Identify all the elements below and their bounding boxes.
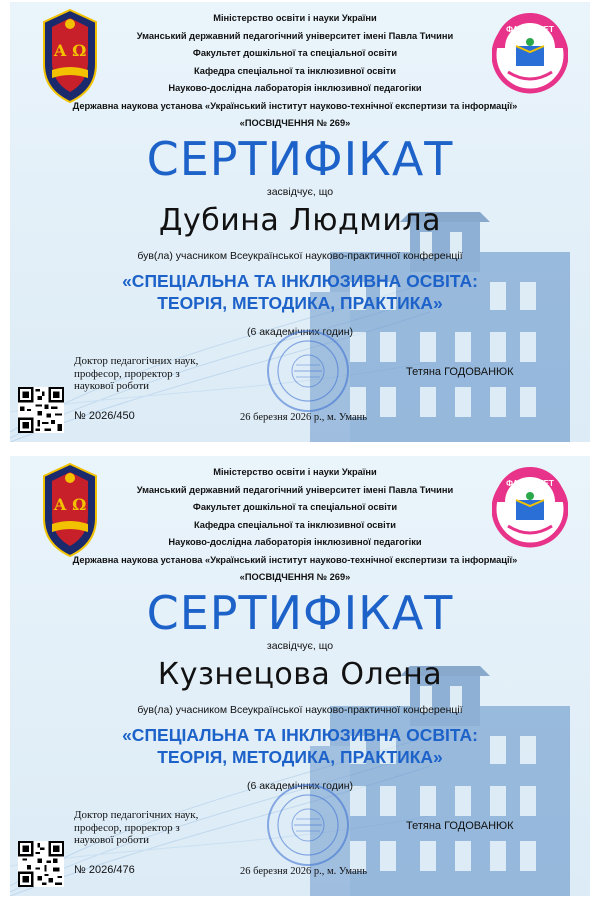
header-line: Міністерство освіти і науки України	[213, 13, 377, 23]
institution-header	[72, 10, 518, 133]
certificate-title: СЕРТИФІКАТ	[146, 132, 454, 186]
signer-title	[74, 355, 198, 393]
faculty-logo-text: ФАКУЛЬТЕТ	[506, 479, 554, 488]
signer-name: Тетяна ГОДОВАНЮК	[406, 366, 514, 378]
certificate-1	[10, 2, 590, 442]
faculty-logo-icon	[492, 8, 568, 102]
header-line: Державна наукова установа «Український інститут науково-технічної експертизи та інформації»	[72, 554, 518, 565]
university-crest-icon	[38, 462, 102, 558]
date-place: 26 березня 2026 р., м. Умань	[240, 412, 368, 423]
header-line: Науково-дослідна лабораторія інклюзивної педагогіки	[168, 83, 422, 93]
certificate-2	[10, 456, 590, 896]
header-line: Науково-дослідна лабораторія інклюзивної педагогіки	[168, 537, 422, 547]
signer-title	[74, 809, 198, 847]
faculty-logo-icon	[492, 462, 568, 556]
certificate-number: № 2026/476	[74, 864, 135, 876]
conference-title-line: ТЕОРІЯ, МЕТОДИКА, ПРАКТИКА»	[157, 747, 443, 767]
hours-text: (6 академічних годин)	[246, 780, 354, 792]
header-line: Факультет дошкільної та спеціальної освіти	[192, 48, 398, 58]
conference-title-line: «СПЕЦІАЛЬНА ТА ІНКЛЮЗИВНА ОСВІТА:	[122, 725, 478, 745]
participation-text: був(ла) учасником Всеукраїнської науково-практичної конференції	[137, 704, 463, 716]
certificate-number: № 2026/450	[74, 410, 135, 422]
recipient-name: Дубина Людмила	[159, 203, 441, 238]
signer-name: Тетяна ГОДОВАНЮК	[406, 820, 514, 832]
conference-title-line: ТЕОРІЯ, МЕТОДИКА, ПРАКТИКА»	[157, 293, 443, 313]
signer-title-line: професор, проректор з	[74, 367, 180, 380]
conference-title	[10, 270, 590, 314]
header-line: Кафедра спеціальної та інклюзивної освіти	[194, 519, 396, 530]
signer-title-line: професор, проректор з	[74, 821, 180, 834]
certifies-text: засвідчує, що	[266, 186, 334, 198]
university-crest-icon	[38, 8, 102, 104]
crest-letters: А Ω	[53, 495, 87, 514]
header-line: Факультет дошкільної та спеціальної освіти	[192, 502, 398, 512]
header-line: «ПОСВІДЧЕННЯ № 269»	[239, 572, 351, 582]
conference-title	[10, 724, 590, 768]
certificate-title: СЕРТИФІКАТ	[146, 586, 454, 640]
seal-stamp-icon	[264, 327, 352, 415]
crest-letters: А Ω	[53, 41, 87, 60]
seal-stamp-icon	[264, 781, 352, 869]
certifies-text: засвідчує, що	[266, 640, 334, 652]
hours-text: (6 академічних годин)	[246, 326, 354, 338]
qr-code-icon[interactable]	[18, 387, 64, 433]
header-line: Державна наукова установа «Український інститут науково-технічної експертизи та інформації»	[72, 100, 518, 111]
header-line: Уманський державний педагогічний університет імені Павла Тичини	[136, 484, 454, 495]
signer-title-line: наукової роботи	[74, 380, 150, 392]
institution-header	[72, 464, 518, 587]
header-line: Уманський державний педагогічний університет імені Павла Тичини	[136, 30, 454, 41]
header-line: «ПОСВІДЧЕННЯ № 269»	[239, 118, 351, 128]
header-line: Кафедра спеціальної та інклюзивної освіти	[194, 65, 396, 76]
conference-title-line: «СПЕЦІАЛЬНА ТА ІНКЛЮЗИВНА ОСВІТА:	[122, 271, 478, 291]
qr-code-icon[interactable]	[18, 841, 64, 887]
signer-title-line: Доктор педагогічних наук,	[74, 355, 199, 367]
date-place: 26 березня 2026 р., м. Умань	[240, 866, 368, 877]
recipient-name: Кузнецова Олена	[157, 657, 443, 692]
signer-title-line: наукової роботи	[74, 834, 150, 846]
faculty-logo-text: ФАКУЛЬТЕТ	[506, 25, 554, 34]
signer-title-line: Доктор педагогічних наук,	[74, 809, 199, 821]
participation-text: був(ла) учасником Всеукраїнської науково-практичної конференції	[137, 250, 463, 262]
header-line: Міністерство освіти і науки України	[213, 467, 377, 477]
